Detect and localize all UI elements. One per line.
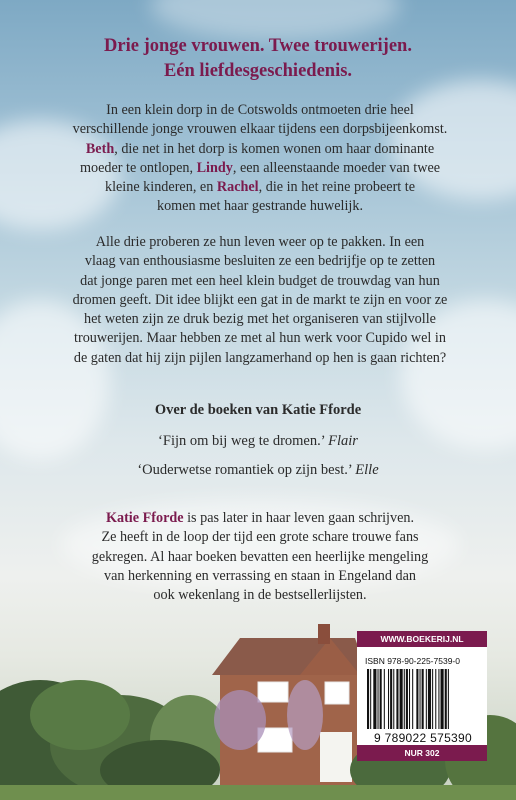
blurb-line: Alle drie proberen ze hun leven weer op te pakken. In een bbox=[95, 234, 425, 250]
blurb-line: de gaten dat hij zijn pijlen langzamerhand op hen is gaan richten? bbox=[73, 349, 447, 366]
blurb-line: dat jonge paren met een heel klein budget de trouwdag van hun bbox=[80, 272, 440, 289]
barcode-graphic bbox=[365, 669, 481, 731]
publisher-website: WWW.BOEKERIJ.NL bbox=[357, 631, 487, 647]
blurb-paragraph-2 bbox=[72, 233, 448, 368]
character-name-beth: Beth bbox=[85, 140, 115, 157]
reviews-heading: Over de boeken van Katie Fforde bbox=[154, 402, 362, 418]
blurb-line: het weten zijn ze druk bezig met het organiseren van stijlvolle bbox=[84, 311, 436, 328]
blurb-line: Beth, die net in het dorp is komen wonen om haar dominante bbox=[85, 140, 435, 157]
blurb-line: komen met haar gestrande huwelijk. bbox=[156, 198, 364, 215]
author-line: Katie Fforde is pas later in haar leven gaan schrijven. bbox=[105, 510, 415, 526]
barcode-panel bbox=[357, 631, 487, 761]
review-quote-flair: ‘Fijn om bij weg te dromen.’ Flair bbox=[158, 433, 358, 449]
tagline-line-2: Eén liefdesgeschiedenis. bbox=[163, 61, 353, 81]
blurb-line: kleine kinderen, en Rachel, die in het reine probeert te bbox=[104, 179, 416, 196]
blurb-line: verschillende jonge vrouwen elkaar tijdens een dorpsbijeenkomst. bbox=[72, 121, 448, 138]
review-quote-elle: ‘Ouderwetse romantiek op zijn best.’ Elle bbox=[137, 462, 379, 478]
author-paragraph bbox=[72, 509, 448, 605]
blurb-line: moeder te ontlopen, Lindy, een alleenstaande moeder van twee bbox=[79, 159, 441, 176]
quote-source: Flair bbox=[328, 433, 358, 449]
blurb-line: dromen geeft. Dit idee blijkt een gat in de markt te zijn en voor ze bbox=[72, 291, 448, 308]
tagline bbox=[0, 34, 516, 84]
character-name-rachel: Rachel bbox=[216, 179, 259, 196]
quote-source: Elle bbox=[355, 462, 379, 478]
author-line: ook wekenlang in de bestsellerlijsten. bbox=[153, 587, 367, 604]
author-line: Ze heeft in de loop der tijd een grote schare trouwe fans bbox=[101, 529, 419, 546]
author-line: van herkenning en verrassing en staan in Engeland dan bbox=[103, 567, 417, 584]
barcode-digits: 9 789022 575390 bbox=[374, 731, 472, 745]
author-line: gekregen. Al haar boeken bevatten een heerlijke mengeling bbox=[91, 548, 429, 565]
author-name: Katie Fforde bbox=[105, 510, 184, 526]
blurb-line: trouwerijen. Maar hebben ze met al hun werk voor Cupido wel in bbox=[74, 330, 446, 347]
nur-code: NUR 302 bbox=[357, 745, 487, 761]
tagline-line-1: Drie jonge vrouwen. Twee trouwerijen. bbox=[104, 36, 412, 56]
blurb-line: vlaag van enthousiasme besluiten ze een bedrijfje op te zetten bbox=[84, 253, 436, 270]
isbn-number: ISBN 978-90-225-7539-0 bbox=[365, 656, 460, 666]
character-name-lindy: Lindy bbox=[196, 159, 233, 176]
blurb-paragraph-1 bbox=[72, 101, 448, 217]
blurb-line: In een klein dorp in de Cotswolds ontmoeten drie heel bbox=[106, 102, 414, 118]
